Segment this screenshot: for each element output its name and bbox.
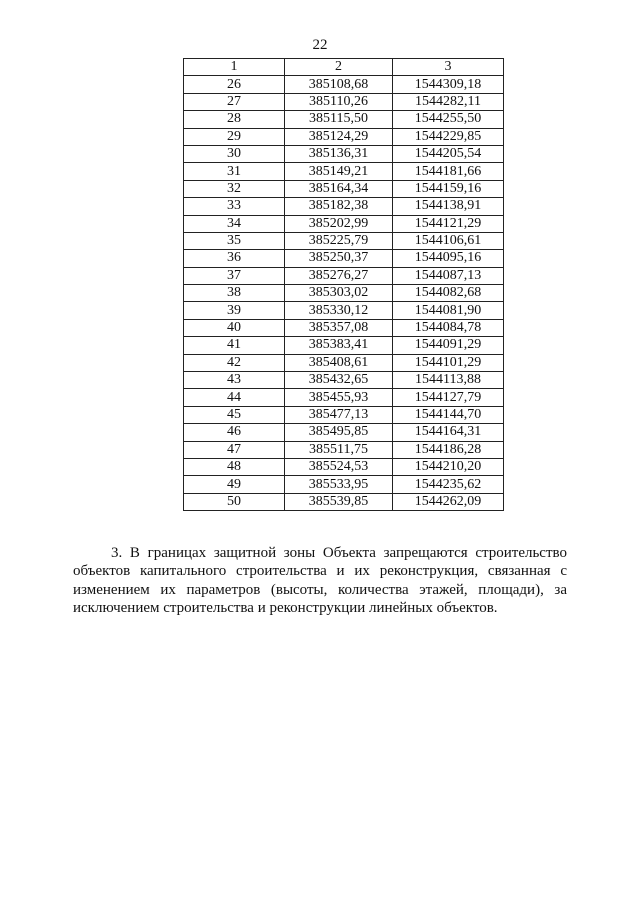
x-coordinate-cell: 385477,13	[285, 406, 393, 423]
table-row	[184, 441, 504, 458]
header-cell-y: 3	[393, 59, 504, 76]
y-coordinate-cell: 1544164,31	[393, 424, 504, 441]
point-number-cell: 34	[184, 215, 285, 232]
table-row	[184, 250, 504, 267]
point-number-cell: 27	[184, 93, 285, 110]
y-coordinate-cell: 1544205,54	[393, 145, 504, 162]
x-coordinate-cell: 385225,79	[285, 232, 393, 249]
point-number-cell: 46	[184, 424, 285, 441]
table-row	[184, 458, 504, 475]
point-number-cell: 31	[184, 163, 285, 180]
y-coordinate-cell: 1544229,85	[393, 128, 504, 145]
table-row	[184, 145, 504, 162]
table-row	[184, 76, 504, 93]
point-number-cell: 41	[184, 337, 285, 354]
y-coordinate-cell: 1544081,90	[393, 302, 504, 319]
y-coordinate-cell: 1544091,29	[393, 337, 504, 354]
coordinates-table	[183, 58, 504, 511]
point-number-cell: 36	[184, 250, 285, 267]
table-row	[184, 180, 504, 197]
x-coordinate-cell: 385495,85	[285, 424, 393, 441]
table-row	[184, 337, 504, 354]
x-coordinate-cell: 385276,27	[285, 267, 393, 284]
x-coordinate-cell: 385149,21	[285, 163, 393, 180]
y-coordinate-cell: 1544113,88	[393, 372, 504, 389]
header-cell-point-number: 1	[184, 59, 285, 76]
table-row	[184, 93, 504, 110]
table-row	[184, 493, 504, 510]
table-row	[184, 476, 504, 493]
y-coordinate-cell: 1544186,28	[393, 441, 504, 458]
x-coordinate-cell: 385164,34	[285, 180, 393, 197]
x-coordinate-cell: 385182,38	[285, 198, 393, 215]
x-coordinate-cell: 385124,29	[285, 128, 393, 145]
table-row	[184, 267, 504, 284]
table-header-row	[184, 59, 504, 76]
point-number-cell: 38	[184, 285, 285, 302]
x-coordinate-cell: 385383,41	[285, 337, 393, 354]
table-row	[184, 215, 504, 232]
point-number-cell: 33	[184, 198, 285, 215]
y-coordinate-cell: 1544106,61	[393, 232, 504, 249]
y-coordinate-cell: 1544138,91	[393, 198, 504, 215]
table-row	[184, 372, 504, 389]
table-row	[184, 198, 504, 215]
x-coordinate-cell: 385539,85	[285, 493, 393, 510]
y-coordinate-cell: 1544084,78	[393, 319, 504, 336]
y-coordinate-cell: 1544235,62	[393, 476, 504, 493]
y-coordinate-cell: 1544095,16	[393, 250, 504, 267]
table-row	[184, 319, 504, 336]
point-number-cell: 47	[184, 441, 285, 458]
x-coordinate-cell: 385108,68	[285, 76, 393, 93]
point-number-cell: 40	[184, 319, 285, 336]
y-coordinate-cell: 1544087,13	[393, 267, 504, 284]
table-row	[184, 424, 504, 441]
y-coordinate-cell: 1544181,66	[393, 163, 504, 180]
table-row	[184, 285, 504, 302]
x-coordinate-cell: 385250,37	[285, 250, 393, 267]
point-number-cell: 45	[184, 406, 285, 423]
point-number-cell: 50	[184, 493, 285, 510]
table-body	[184, 76, 504, 511]
x-coordinate-cell: 385408,61	[285, 354, 393, 371]
y-coordinate-cell: 1544255,50	[393, 111, 504, 128]
point-number-cell: 42	[184, 354, 285, 371]
header-cell-x: 2	[285, 59, 393, 76]
y-coordinate-cell: 1544210,20	[393, 458, 504, 475]
table-row	[184, 111, 504, 128]
x-coordinate-cell: 385330,12	[285, 302, 393, 319]
table-row	[184, 354, 504, 371]
table-row	[184, 389, 504, 406]
point-number-cell: 49	[184, 476, 285, 493]
point-number-cell: 32	[184, 180, 285, 197]
point-number-cell: 44	[184, 389, 285, 406]
x-coordinate-cell: 385357,08	[285, 319, 393, 336]
y-coordinate-cell: 1544127,79	[393, 389, 504, 406]
point-number-cell: 37	[184, 267, 285, 284]
y-coordinate-cell: 1544262,09	[393, 493, 504, 510]
page-number: 22	[312, 37, 328, 53]
y-coordinate-cell: 1544309,18	[393, 76, 504, 93]
y-coordinate-cell: 1544101,29	[393, 354, 504, 371]
x-coordinate-cell: 385136,31	[285, 145, 393, 162]
x-coordinate-cell: 385533,95	[285, 476, 393, 493]
x-coordinate-cell: 385202,99	[285, 215, 393, 232]
point-number-cell: 48	[184, 458, 285, 475]
point-number-cell: 29	[184, 128, 285, 145]
x-coordinate-cell: 385115,50	[285, 111, 393, 128]
x-coordinate-cell: 385511,75	[285, 441, 393, 458]
point-number-cell: 43	[184, 372, 285, 389]
table-row	[184, 232, 504, 249]
y-coordinate-cell: 1544121,29	[393, 215, 504, 232]
x-coordinate-cell: 385432,65	[285, 372, 393, 389]
point-number-cell: 35	[184, 232, 285, 249]
point-number-cell: 30	[184, 145, 285, 162]
point-number-cell: 39	[184, 302, 285, 319]
x-coordinate-cell: 385303,02	[285, 285, 393, 302]
point-number-cell: 28	[184, 111, 285, 128]
y-coordinate-cell: 1544282,11	[393, 93, 504, 110]
table-row	[184, 406, 504, 423]
restriction-paragraph: 3. В границах защитной зоны Объекта запрещаются строительство объектов капитального строительства и их реконструкция, связанная с изменением их параметров (высоты, количества этажей, площади), за исключением строительства и реконструкции линейных объектов.	[73, 545, 567, 616]
x-coordinate-cell: 385110,26	[285, 93, 393, 110]
table-row	[184, 302, 504, 319]
y-coordinate-cell: 1544159,16	[393, 180, 504, 197]
x-coordinate-cell: 385455,93	[285, 389, 393, 406]
y-coordinate-cell: 1544144,70	[393, 406, 504, 423]
point-number-cell: 26	[184, 76, 285, 93]
table-row	[184, 128, 504, 145]
table-row	[184, 163, 504, 180]
x-coordinate-cell: 385524,53	[285, 458, 393, 475]
y-coordinate-cell: 1544082,68	[393, 285, 504, 302]
